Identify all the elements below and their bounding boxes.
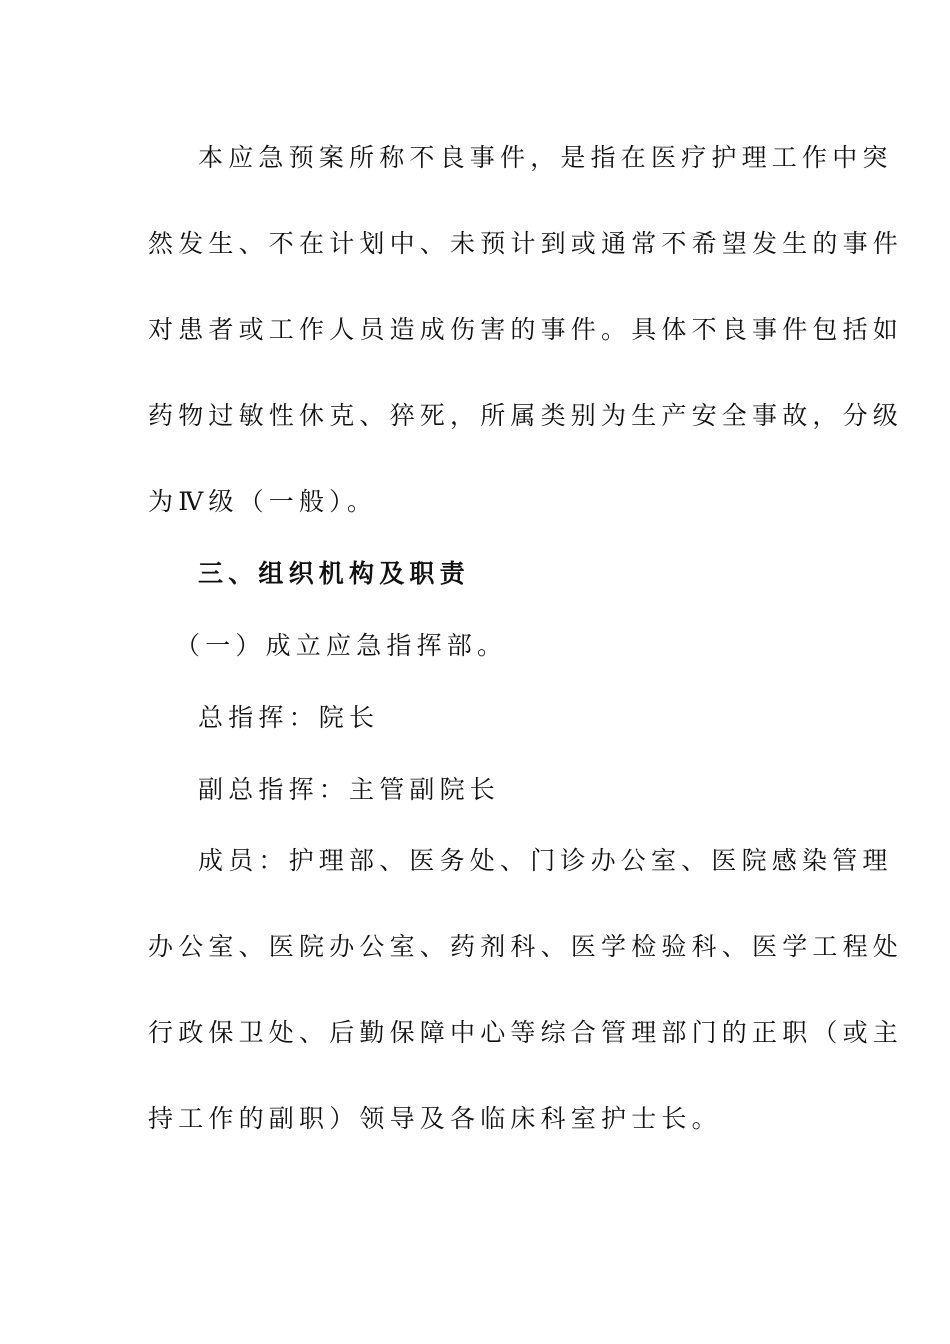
paragraph-line: 然发生、不在计划中、未预计到或通常不希望发生的事件 bbox=[148, 229, 904, 258]
members-line: 持工作的副职）领导及各临床科室护士长。 bbox=[148, 1104, 722, 1133]
members-line: 成员：护理部、医务处、门诊办公室、医院感染管理 bbox=[198, 846, 893, 875]
section-heading: 三、组织机构及职责 bbox=[198, 559, 470, 588]
paragraph-line: 本应急预案所称不良事件，是指在医疗护理工作中突 bbox=[198, 143, 893, 172]
members-line: 办公室、医院办公室、药剂科、医学检验科、医学工程处 bbox=[148, 932, 904, 961]
paragraph-line: 为Ⅳ级（一般）。 bbox=[148, 487, 378, 516]
members-line: 行政保卫处、后勤保障中心等综合管理部门的正职（或主 bbox=[148, 1018, 904, 1047]
subsection-heading: （一）成立应急指挥部。 bbox=[175, 631, 508, 660]
deputy-commander-line: 副总指挥：主管副院长 bbox=[198, 775, 501, 804]
paragraph-line: 对患者或工作人员造成伤害的事件。具体不良事件包括如 bbox=[148, 315, 904, 344]
commander-line: 总指挥：院长 bbox=[198, 703, 380, 732]
paragraph-line: 药物过敏性休克、猝死，所属类别为生产安全事故，分级 bbox=[148, 401, 904, 430]
